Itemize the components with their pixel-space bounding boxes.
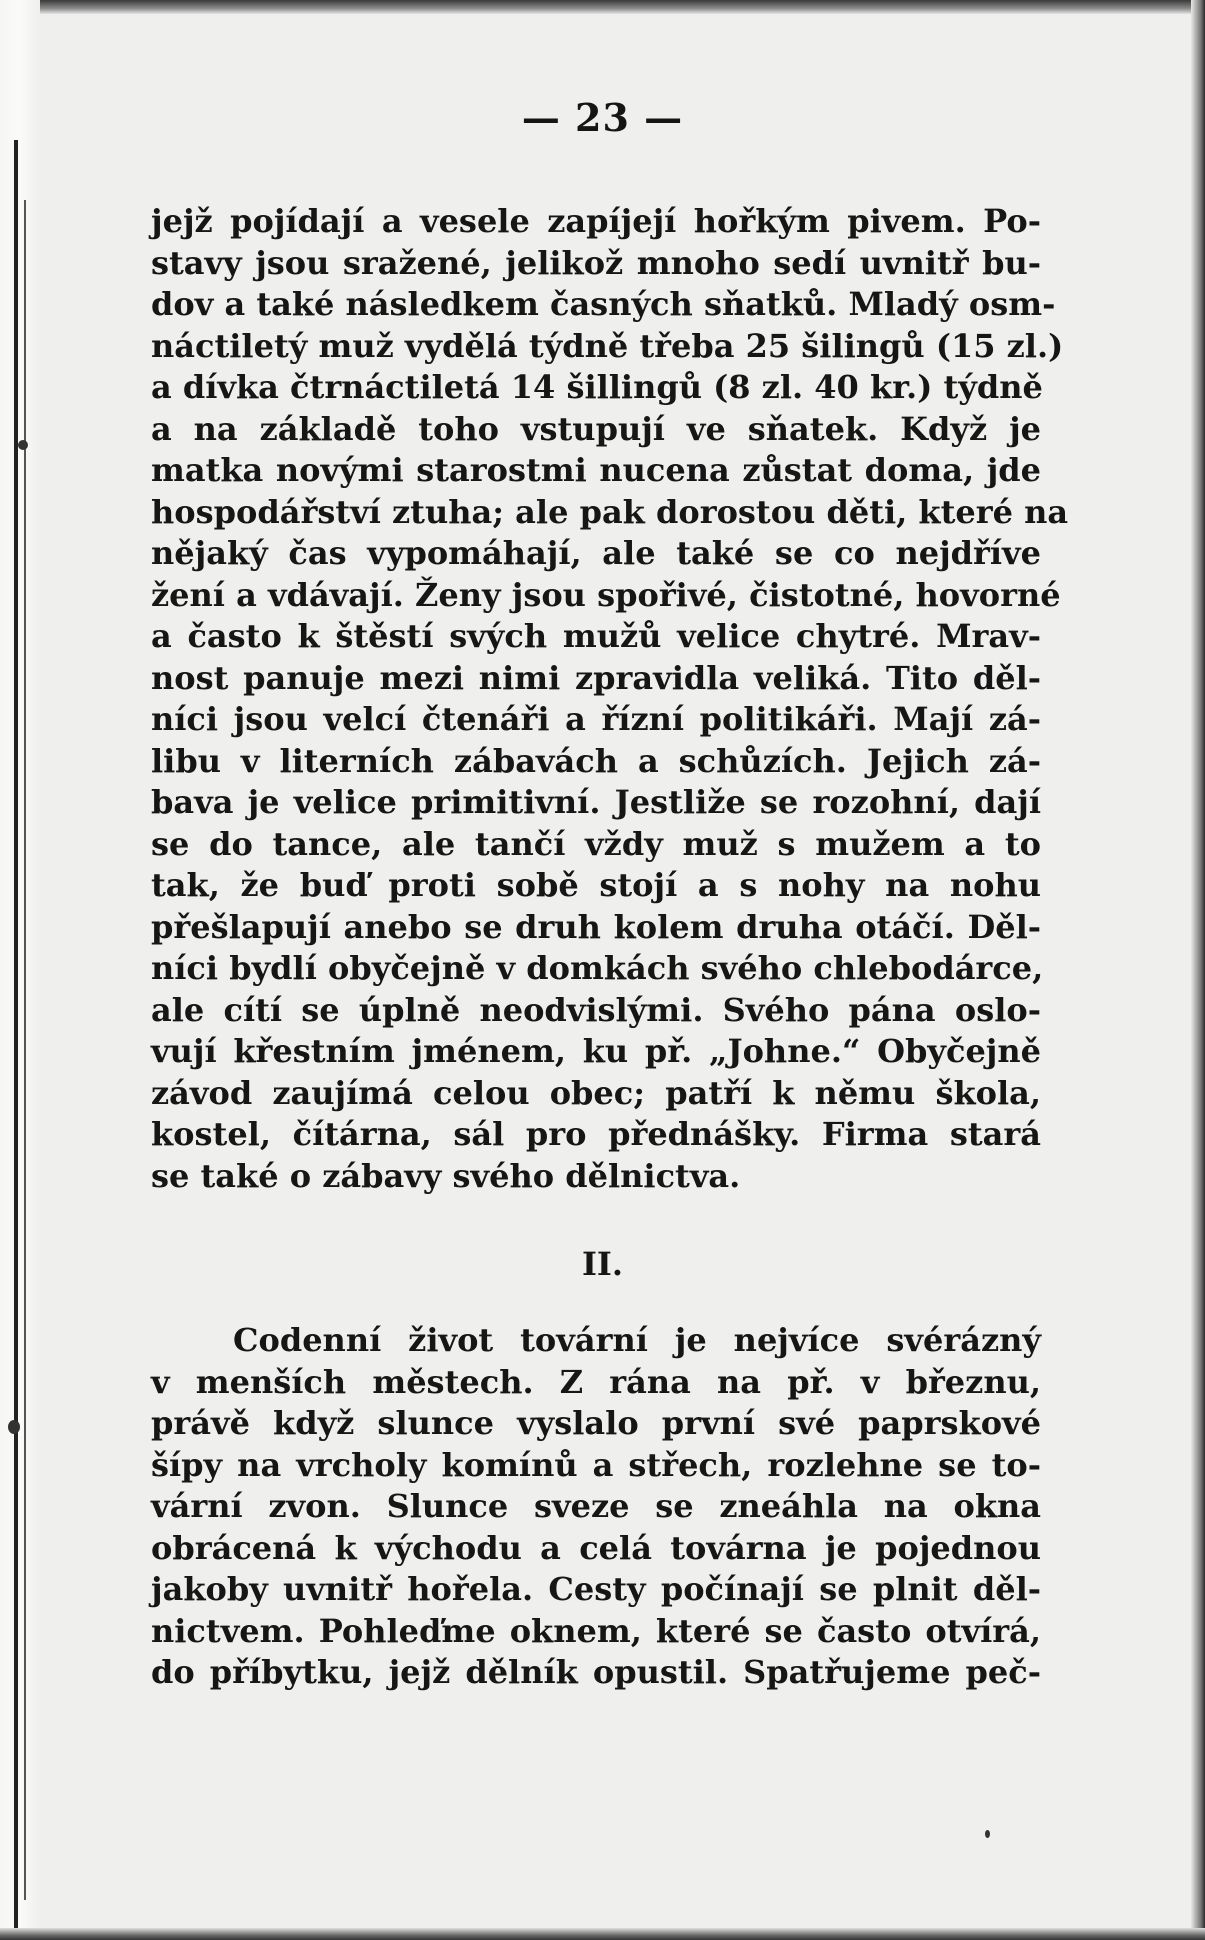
text-line: přešlapují anebo se druh kolem druha otáčí. Děl- <box>151 907 1041 946</box>
text-line: matka novými starostmi nucena zůstat doma, jde <box>151 451 1041 489</box>
text-line: a často k štěstí svých mužů velice chytré. Mrav- <box>151 617 1041 655</box>
text-line: se také o zábavy svého dělnictva. <box>151 1156 741 1195</box>
text-line: dov a také následkem časných sňatků. Mladý osm- <box>151 285 1056 323</box>
paragraph-1 <box>151 201 1069 1197</box>
scan-speck <box>18 440 28 450</box>
text-line: stavy jsou sražené, jelikož mnoho sedí uvnitř bu- <box>151 243 1041 282</box>
text-line: závod zaujímá celou obec; patří k němu škola, <box>151 1073 1041 1112</box>
text-line: jejž pojídají a vesele zapíjejí hořkým pivem. Po- <box>151 202 1041 240</box>
text-line: tak, že buď proti sobě stojí a s nohy na nohu <box>151 866 1041 904</box>
page-bottom-edge <box>0 1928 1205 1940</box>
text-line: hospodářství ztuha; ale pak dorostou děti, které na <box>151 492 1069 531</box>
text-line: kostel, čítárna, sál pro přednášky. Firma stará <box>151 1115 1041 1153</box>
text-line: v menších městech. Z rána na př. v březnu, <box>151 1362 1041 1401</box>
text-line: vují křestním jménem, ku př. „Johne.“ Obyčejně <box>151 1032 1041 1070</box>
text-line: žení a vdávají. Ženy jsou spořivé, čistotné, hovorné <box>151 575 1061 614</box>
text-line: a dívka čtrnáctiletá 14 šillingů (8 zl. 40 kr.) týdně <box>151 368 1043 406</box>
text-line: vární zvon. Slunce sveze se zneáhla na okna <box>151 1487 1041 1525</box>
page-number: — 23 — <box>521 95 684 140</box>
page-top-edge <box>0 0 1205 14</box>
scan-speck <box>8 1420 20 1434</box>
text-line: a na základě toho vstupují ve sňatek. Když je <box>151 409 1041 448</box>
text-line: do příbytku, jejž dělník opustil. Spatřujeme peč- <box>151 1653 1041 1691</box>
text-line: nictvem. Pohleďme oknem, které se často otvírá, <box>151 1611 1041 1650</box>
text-line: bava je velice primitivní. Jestliže se rozohní, dají <box>151 783 1041 821</box>
text-line: jakoby uvnitř hořela. Cesty počínají se plnit děl- <box>151 1570 1041 1608</box>
paragraph-2 <box>151 1320 1041 1694</box>
text-line: nost panuje mezi nimi zpravidla veliká. Tito děl- <box>151 658 1041 697</box>
text-line: libu v literních zábavách a schůzích. Jejich zá- <box>151 741 1041 780</box>
binding-shadow-line <box>14 140 18 1930</box>
binding-shadow-line-inner <box>24 200 26 1900</box>
text-line: právě když slunce vyslalo první své paprskové <box>151 1404 1041 1442</box>
page-left-edge <box>0 0 40 1940</box>
text-line: obrácená k východu a celá továrna je pojednou <box>151 1528 1041 1567</box>
text-line: nějaký čas vypomáhají, ale také se co nejdříve <box>151 534 1041 572</box>
text-line: se do tance, ale tančí vždy muž s mužem a to <box>151 824 1041 863</box>
text-line: Codenní život tovární je nejvíce svérázný <box>233 1321 1041 1359</box>
section-heading: II. <box>581 1245 624 1283</box>
page-right-edge <box>1191 0 1205 1940</box>
text-line: náctiletý muž vydělá týdně třeba 25 šilingů (15 zl.) <box>151 326 1064 365</box>
scan-speck <box>985 1830 990 1838</box>
text-line: níci bydlí obyčejně v domkách svého chlebodárce, <box>151 949 1044 987</box>
text-line: ale cítí se úplně neodvislými. Svého pána oslo- <box>151 990 1041 1029</box>
text-line: níci jsou velcí čtenáři a řízní politikáři. Mají zá- <box>151 700 1041 738</box>
text-line: šípy na vrcholy komínů a střech, rozlehne se to- <box>151 1445 1041 1484</box>
